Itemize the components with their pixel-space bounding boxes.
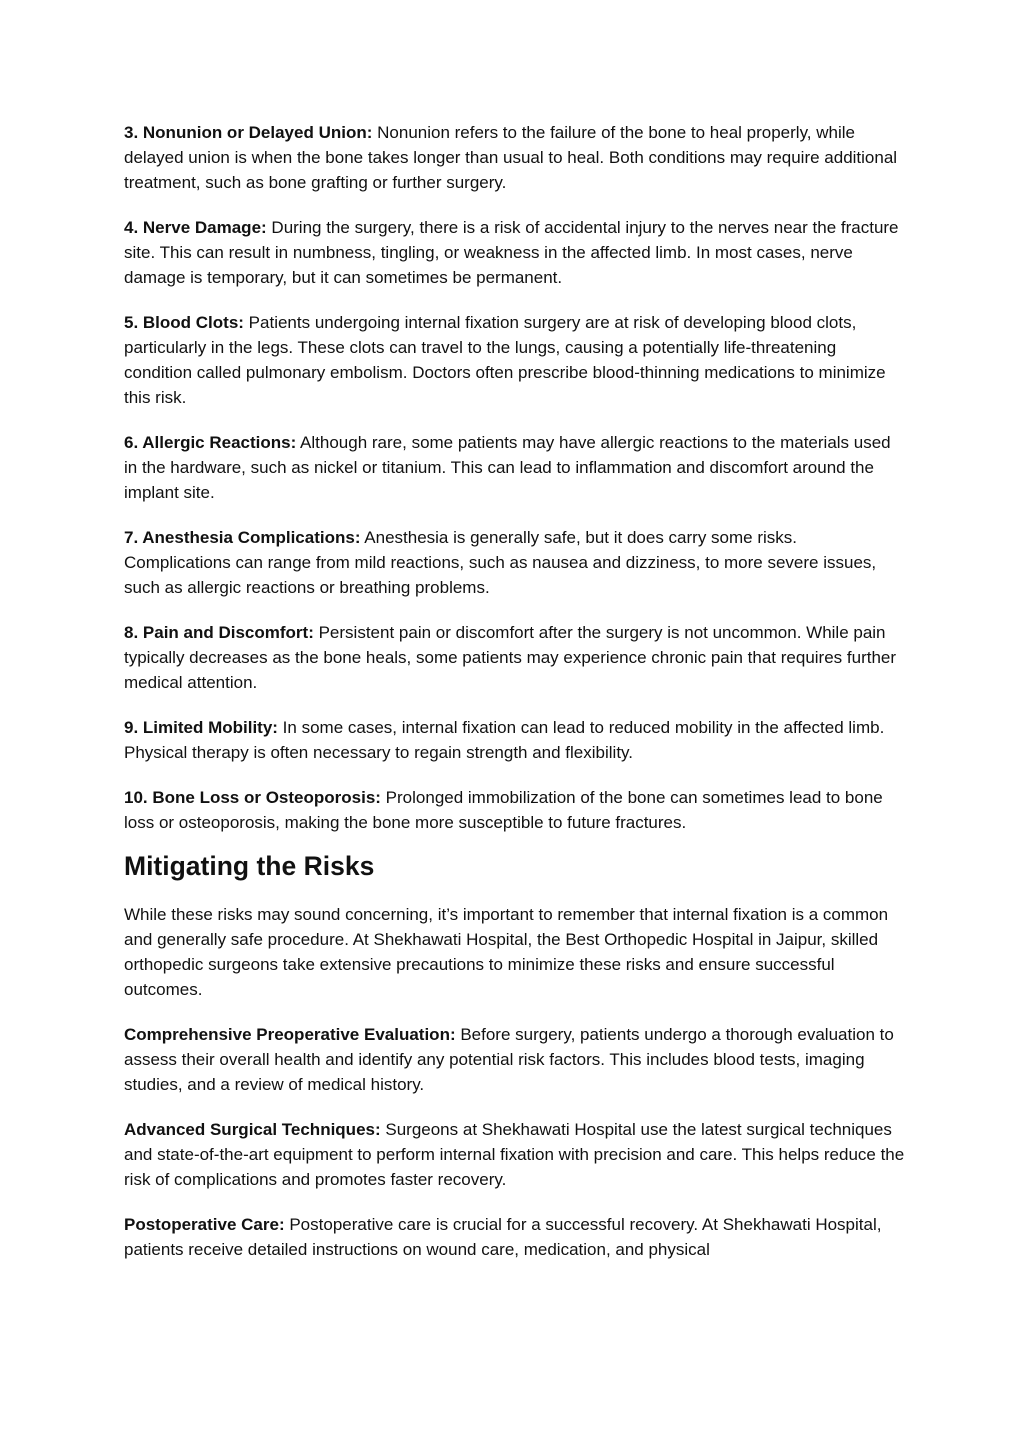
measure-paragraph-preoperative — [124, 1022, 908, 1097]
measure-heading: Postoperative Care: — [124, 1215, 285, 1234]
measure-text: Surgeons at Shekhawati Hospital use the latest surgical techniques and state-of-the-art equipment to perform internal fixation with precision and care. This helps reduce the risk of complications and promotes faster recovery. — [124, 1120, 905, 1189]
measure-text: Before surgery, patients undergo a thorough evaluation to assess their overall health and identify any potential risk factors. This includes blood tests, imaging studies, and a review of medical history. — [124, 1025, 894, 1094]
risk-heading: 5. Blood Clots: — [124, 313, 244, 332]
risk-paragraph-nonunion — [124, 120, 908, 195]
section-title: Mitigating the Risks — [124, 851, 375, 881]
risk-heading: 4. Nerve Damage: — [124, 218, 267, 237]
risk-heading: 3. Nonunion or Delayed Union: — [124, 123, 373, 142]
risk-heading: 6. Allergic Reactions: — [124, 433, 297, 452]
risk-paragraph-mobility — [124, 715, 908, 765]
risk-heading: 9. Limited Mobility: — [124, 718, 278, 737]
risk-text: In some cases, internal fixation can lead to reduced mobility in the affected limb. Physical therapy is often necessary to regain strength and flexibility. — [124, 718, 885, 762]
measure-heading: Comprehensive Preoperative Evaluation: — [124, 1025, 456, 1044]
risk-text: Prolonged immobilization of the bone can sometimes lead to bone loss or osteoporosis, making the bone more susceptible to future fractures. — [124, 788, 883, 832]
measure-paragraph-surgical — [124, 1117, 908, 1192]
measure-heading: Advanced Surgical Techniques: — [124, 1120, 381, 1139]
measure-paragraph-postoperative — [124, 1212, 908, 1262]
risk-paragraph-nerve-damage — [124, 215, 908, 290]
risk-text: Although rare, some patients may have allergic reactions to the materials used in the hardware, such as nickel or titanium. This can lead to inflammation and discomfort around the implant site. — [124, 433, 891, 502]
document-page — [124, 120, 908, 1282]
risk-heading: 8. Pain and Discomfort: — [124, 623, 314, 642]
risk-text: Patients undergoing internal fixation surgery are at risk of developing blood clots, particularly in the legs. These clots can travel to the lungs, causing a potentially life-threatening condition called pulmonary embolism. Doctors often prescribe blood-thinning medications to minimize this risk. — [124, 313, 886, 407]
risk-text: During the surgery, there is a risk of accidental injury to the nerves near the fracture site. This can result in numbness, tingling, or weakness in the affected limb. In most cases, nerve damage is temporary, but it can sometimes be permanent. — [124, 218, 899, 287]
risk-heading: 10. Bone Loss or Osteoporosis: — [124, 788, 381, 807]
risk-paragraph-anesthesia — [124, 525, 908, 600]
risk-heading: 7. Anesthesia Complications: — [124, 528, 361, 547]
risk-text: Nonunion refers to the failure of the bone to heal properly, while delayed union is when the bone takes longer than usual to heal. Both conditions may require additional treatment, such as bone grafting or further surgery. — [124, 123, 898, 192]
risk-paragraph-bone-loss — [124, 785, 908, 835]
risk-paragraph-allergic-reactions — [124, 430, 908, 505]
risk-paragraph-pain — [124, 620, 908, 695]
measure-text: Postoperative care is crucial for a successful recovery. At Shekhawati Hospital, patients receive detailed instructions on wound care, medication, and physical — [124, 1215, 882, 1259]
risk-text: Anesthesia is generally safe, but it does carry some risks. Complications can range from mild reactions, such as nausea and dizziness, to more severe issues, such as allergic reactions or breathing problems. — [124, 528, 877, 597]
risk-paragraph-blood-clots — [124, 310, 908, 410]
section-intro: While these risks may sound concerning, it’s important to remember that internal fixation is a common and generally safe procedure. At Shekhawati Hospital, the Best Orthopedic Hospital in Jaipur, skilled orthopedic surgeons take extensive precautions to minimize these risks and ensure successful outcomes. — [124, 905, 889, 999]
risk-text: Persistent pain or discomfort after the surgery is not uncommon. While pain typically decreases as the bone heals, some patients may experience chronic pain that requires further medical attention. — [124, 623, 897, 692]
